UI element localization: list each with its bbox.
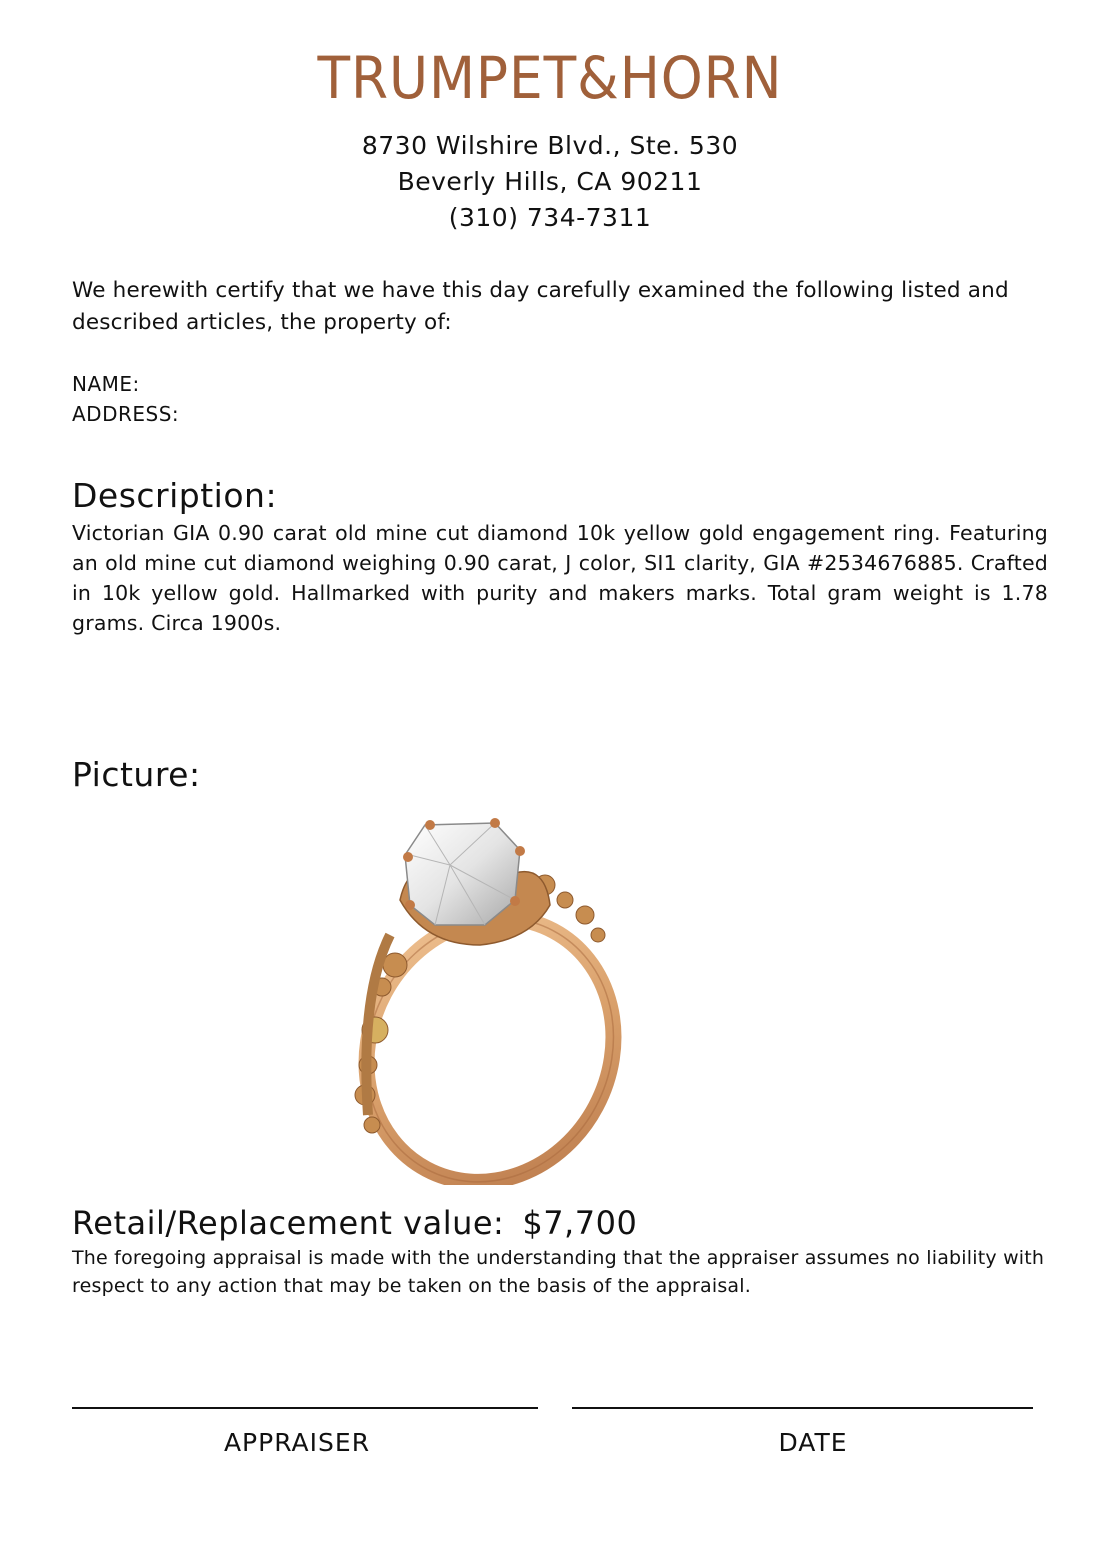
address-field-label: ADDRESS: <box>72 402 180 426</box>
retail-value-amount: $7,700 <box>522 1204 638 1242</box>
description-heading: Description: <box>72 476 278 515</box>
description-body: Victorian GIA 0.90 carat old mine cut diamond 10k yellow gold engagement ring. Featuring an old mine cut diamond weighing 0.90 carat, J color, SI1 clarity, GIA #2534676885. Crafted in 10k yellow gold. Hallmarked with purity and makers marks. Total gram weight is 1.78 grams. Circa 1900s. <box>72 521 1048 635</box>
appraiser-label: APPRAISER <box>223 1428 371 1457</box>
phone-number: (310) 734-7311 <box>448 203 652 232</box>
retail-value-label: Retail/Replacement value: <box>72 1204 505 1242</box>
street-address: 8730 Wilshire Blvd., Ste. 530 <box>361 131 739 160</box>
brand-logo: TRUMPET&HORN <box>317 44 783 112</box>
disclaimer-text: The foregoing appraisal is made with the understanding that the appraiser assumes no liability with respect to any action that may be taken on the basis of the appraisal. <box>72 1247 1045 1297</box>
retail-value <box>72 1200 637 1246</box>
picture-heading: Picture: <box>72 755 201 794</box>
certification-statement: We herewith certify that we have this day carefully examined the following listed and described articles, the property of: <box>72 278 1009 335</box>
ring-photo <box>330 815 630 1185</box>
appraiser-signature-line <box>72 1407 538 1409</box>
city-state-zip: Beverly Hills, CA 90211 <box>397 167 703 196</box>
date-signature-line <box>572 1407 1033 1409</box>
date-label: DATE <box>778 1428 848 1457</box>
business-address <box>0 128 1100 236</box>
name-field-label: NAME: <box>72 372 140 396</box>
